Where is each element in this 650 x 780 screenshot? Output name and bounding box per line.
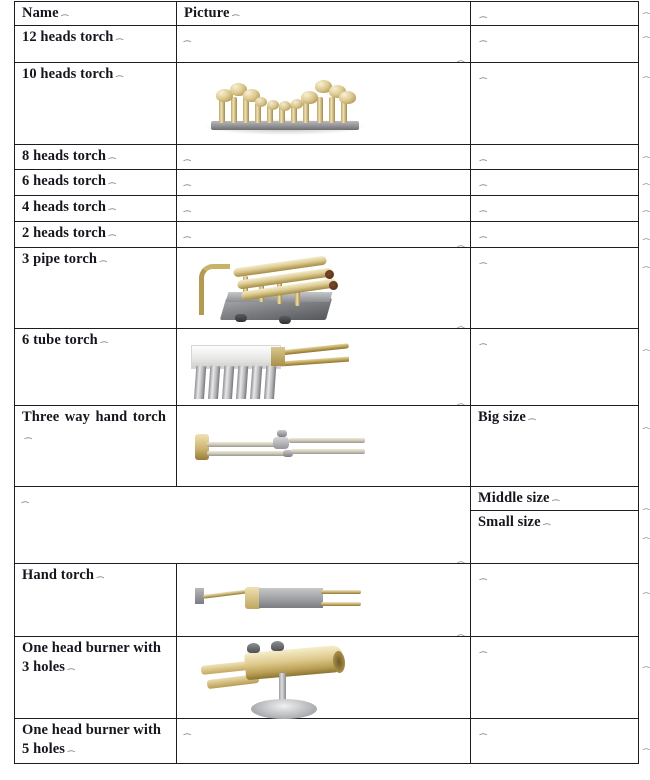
scan-mark-icon: ⁔ bbox=[184, 33, 191, 42]
row-name-cell bbox=[15, 564, 177, 637]
product-name-text bbox=[15, 564, 176, 587]
scan-mark-icon: ⁔ bbox=[480, 9, 487, 18]
spec-text bbox=[471, 406, 638, 429]
spec-placeholder bbox=[471, 26, 638, 40]
header-picture-label: Picture bbox=[184, 5, 230, 21]
scan-mark-icon: ⁔ bbox=[480, 255, 487, 264]
row-picture-cell bbox=[177, 627, 471, 719]
spec-placeholder bbox=[471, 145, 638, 159]
scan-mark-icon: ⁔ bbox=[457, 319, 464, 328]
product-photo-hand-torch bbox=[195, 580, 367, 624]
scan-mark-icon: ⁔ bbox=[643, 259, 650, 268]
scan-mark-icon: ⁔ bbox=[184, 229, 191, 238]
row-spec-cell bbox=[471, 145, 639, 170]
scan-mark-icon: ⁔ bbox=[643, 176, 650, 185]
scan-mark-icon: ⁔ bbox=[643, 203, 650, 212]
product-name-text bbox=[15, 637, 176, 679]
product-name-text bbox=[15, 26, 176, 49]
row-picture-cell bbox=[177, 238, 471, 329]
row-spec-cell bbox=[471, 248, 639, 329]
row-name-cell bbox=[15, 145, 177, 170]
scan-mark-icon: ⁔ bbox=[643, 585, 650, 594]
product-table bbox=[14, 1, 639, 764]
photo-tube bbox=[264, 366, 277, 399]
table-row bbox=[15, 222, 639, 248]
scan-mark-icon: ⁔ bbox=[528, 411, 536, 420]
table-header-row bbox=[15, 2, 639, 26]
photo-head bbox=[267, 100, 279, 110]
scan-mark-icon: ⁔ bbox=[480, 70, 487, 79]
photo-handle bbox=[195, 434, 209, 460]
table-row bbox=[15, 406, 639, 487]
row-spec-cell bbox=[471, 637, 639, 719]
row-name-cell bbox=[15, 248, 177, 329]
photo-foot bbox=[251, 699, 317, 719]
header-cell-name bbox=[15, 2, 177, 26]
table-row bbox=[15, 719, 639, 764]
row-name-cell bbox=[15, 719, 177, 764]
scan-mark-icon: ⁔ bbox=[643, 231, 650, 240]
picture-placeholder bbox=[177, 145, 470, 159]
row-spec-cell bbox=[471, 63, 639, 145]
table-row bbox=[15, 170, 639, 196]
spec-placeholder bbox=[471, 248, 638, 262]
merged-blank-placeholder bbox=[15, 487, 470, 501]
product-name-label: One head burner with 3 holes bbox=[22, 640, 162, 675]
photo-head bbox=[279, 101, 291, 111]
picture-placeholder bbox=[177, 26, 470, 40]
scan-mark-icon: ⁔ bbox=[100, 253, 107, 262]
scan-mark-icon: ⁔ bbox=[552, 492, 560, 501]
photo-connector bbox=[271, 347, 285, 366]
product-name-label: 6 tube torch bbox=[22, 332, 98, 348]
row-picture-cell bbox=[177, 554, 471, 637]
product-name-text bbox=[15, 222, 176, 245]
header-cell-spec bbox=[471, 2, 639, 26]
scan-mark-icon: ⁔ bbox=[643, 420, 650, 429]
photo-foot bbox=[279, 316, 291, 324]
spec-placeholder bbox=[471, 564, 638, 578]
scan-mark-icon: ⁔ bbox=[480, 336, 487, 345]
scan-mark-icon: ⁔ bbox=[457, 627, 464, 636]
scan-mark-icon: ⁔ bbox=[480, 726, 487, 735]
product-name-label: 8 heads torch bbox=[22, 148, 107, 164]
scan-mark-icon: ⁔ bbox=[109, 227, 116, 236]
row-spec-cell bbox=[471, 406, 639, 487]
photo-tube bbox=[208, 366, 221, 399]
row-name-cell bbox=[15, 329, 177, 406]
photo-head bbox=[301, 91, 318, 104]
scan-mark-icon: ⁔ bbox=[61, 7, 69, 16]
product-name-label: Hand torch bbox=[22, 567, 95, 583]
product-photo-6-tube-torch bbox=[191, 339, 349, 399]
photo-rod bbox=[321, 602, 361, 606]
table-row bbox=[15, 487, 639, 511]
spec-text bbox=[471, 487, 638, 510]
table-row bbox=[15, 63, 639, 145]
scan-mark-icon: ⁔ bbox=[457, 238, 464, 247]
product-name-text bbox=[15, 329, 176, 352]
spec-placeholder bbox=[471, 170, 638, 184]
photo-knob bbox=[271, 641, 284, 651]
scan-mark-icon: ⁔ bbox=[184, 152, 191, 161]
picture-placeholder bbox=[177, 719, 470, 733]
scan-mark-icon: ⁔ bbox=[457, 554, 464, 563]
row-picture-cell bbox=[177, 319, 471, 406]
product-name-text bbox=[15, 719, 176, 761]
photo-knob bbox=[247, 643, 260, 653]
header-spec-text bbox=[471, 2, 638, 16]
product-photo-three-way-hand-torch bbox=[195, 422, 367, 470]
photo-tube bbox=[250, 366, 263, 399]
photo-head bbox=[255, 97, 267, 107]
spec-label: Small size bbox=[478, 514, 541, 530]
product-name-label: 10 heads torch bbox=[22, 66, 114, 82]
row-spec-cell bbox=[471, 487, 639, 511]
scan-mark-icon: ⁔ bbox=[184, 726, 191, 735]
scan-mark-icon: ⁔ bbox=[480, 177, 487, 186]
table-row bbox=[15, 248, 639, 329]
header-picture-text bbox=[177, 2, 470, 25]
photo-head bbox=[339, 91, 356, 104]
product-photo-10-heads-torch bbox=[205, 75, 365, 137]
row-spec-cell bbox=[471, 196, 639, 222]
product-name-text bbox=[15, 248, 176, 271]
row-name-cell bbox=[15, 196, 177, 222]
picture-placeholder bbox=[177, 170, 470, 184]
scan-mark-icon: ⁔ bbox=[116, 31, 123, 40]
spec-text bbox=[471, 511, 638, 534]
row-spec-cell bbox=[471, 719, 639, 764]
product-name-text bbox=[15, 63, 176, 86]
scan-mark-icon: ⁔ bbox=[643, 659, 650, 668]
spec-placeholder bbox=[471, 63, 638, 77]
scan-mark-icon: ⁔ bbox=[116, 68, 123, 77]
photo-valve bbox=[273, 437, 289, 449]
row-name-cell bbox=[15, 26, 177, 63]
row-name-cell bbox=[15, 406, 177, 487]
scan-mark-icon: ⁔ bbox=[643, 342, 650, 351]
scan-mark-icon: ⁔ bbox=[480, 33, 487, 42]
scan-mark-icon: ⁔ bbox=[480, 203, 487, 212]
product-name-text bbox=[15, 145, 176, 168]
scan-mark-icon: ⁔ bbox=[457, 53, 464, 62]
row-name-cell bbox=[15, 637, 177, 719]
scan-mark-icon: ⁔ bbox=[643, 149, 650, 158]
photo-body bbox=[259, 588, 323, 608]
scan-mark-icon: ⁔ bbox=[543, 516, 551, 525]
scan-mark-icon: ⁔ bbox=[643, 29, 650, 38]
product-name-label: 2 heads torch bbox=[22, 225, 107, 241]
row-picture-cell bbox=[177, 170, 471, 196]
photo-hose bbox=[277, 343, 349, 355]
scan-mark-icon: ⁔ bbox=[480, 571, 487, 580]
row-picture-cell bbox=[177, 53, 471, 145]
picture-placeholder bbox=[177, 196, 470, 210]
photo-leg bbox=[231, 97, 237, 123]
row-picture-cell bbox=[177, 145, 471, 170]
table-row bbox=[15, 329, 639, 406]
photo-shaft bbox=[289, 438, 365, 443]
spec-placeholder bbox=[471, 222, 638, 236]
table-row bbox=[15, 637, 639, 719]
header-name-label: Name bbox=[22, 5, 59, 21]
spec-placeholder bbox=[471, 637, 638, 651]
scan-mark-icon: ⁔ bbox=[22, 494, 29, 503]
photo-tube bbox=[222, 366, 235, 399]
product-name-text bbox=[15, 170, 176, 193]
scan-mark-icon: ⁔ bbox=[109, 150, 116, 159]
spec-placeholder bbox=[471, 329, 638, 343]
scan-mark-icon: ⁔ bbox=[480, 644, 487, 653]
photo-leg bbox=[303, 101, 309, 123]
scan-mark-icon: ⁔ bbox=[68, 743, 75, 752]
photo-knob bbox=[277, 430, 287, 437]
header-cell-picture bbox=[177, 2, 471, 26]
row-picture-cell bbox=[177, 222, 471, 248]
scan-mark-icon: ⁔ bbox=[480, 229, 487, 238]
spec-placeholder bbox=[471, 196, 638, 210]
spec-label: Middle size bbox=[478, 490, 550, 506]
scan-mark-icon: ⁔ bbox=[643, 5, 650, 14]
row-name-cell bbox=[15, 170, 177, 196]
scan-mark-icon: ⁔ bbox=[184, 203, 191, 212]
product-name-label: 3 pipe torch bbox=[22, 251, 98, 267]
row-name-cell bbox=[15, 63, 177, 145]
scan-mark-icon: ⁔ bbox=[68, 661, 75, 670]
scan-mark-icon: ⁔ bbox=[25, 430, 32, 439]
photo-hose bbox=[279, 356, 349, 366]
scan-mark-icon: ⁔ bbox=[109, 201, 116, 210]
photo-leg bbox=[329, 97, 335, 123]
row-spec-cell bbox=[471, 222, 639, 248]
picture-placeholder bbox=[177, 222, 470, 236]
photo-tube bbox=[236, 366, 249, 399]
photo-tip bbox=[328, 280, 338, 290]
product-name-label: 4 heads torch bbox=[22, 199, 107, 215]
row-spec-cell bbox=[471, 564, 639, 637]
row-merged-blank-cell bbox=[15, 487, 471, 564]
scan-mark-icon: ⁔ bbox=[643, 69, 650, 78]
scan-mark-icon: ⁔ bbox=[100, 334, 108, 343]
table-row bbox=[15, 26, 639, 63]
scan-mark-icon: ⁔ bbox=[643, 741, 650, 750]
row-picture-cell bbox=[177, 396, 471, 487]
photo-foot bbox=[235, 314, 247, 322]
photo-tube bbox=[194, 366, 207, 399]
photo-leg bbox=[317, 97, 323, 123]
scan-mark-icon: ⁔ bbox=[457, 396, 464, 405]
table-row bbox=[15, 145, 639, 170]
scan-mark-icon: ⁔ bbox=[97, 569, 104, 578]
product-name-label: 6 heads torch bbox=[22, 173, 107, 189]
scan-mark-icon: ⁔ bbox=[109, 175, 116, 184]
header-name-text bbox=[15, 2, 176, 25]
photo-shaft bbox=[291, 449, 365, 454]
table-row bbox=[15, 564, 639, 637]
photo-rod bbox=[321, 590, 361, 594]
product-name-text bbox=[15, 196, 176, 219]
row-spec-cell bbox=[471, 329, 639, 406]
row-name-cell bbox=[15, 222, 177, 248]
product-name-label: Three way hand torch bbox=[22, 409, 166, 425]
photo-shaft bbox=[207, 442, 277, 447]
row-spec-cell bbox=[471, 511, 639, 564]
row-picture-cell bbox=[177, 719, 471, 764]
scan-mark-icon: ⁔ bbox=[643, 530, 650, 539]
product-name-text bbox=[15, 406, 176, 448]
scan-mark-icon: ⁔ bbox=[643, 501, 650, 510]
row-spec-cell bbox=[471, 170, 639, 196]
spec-placeholder bbox=[471, 719, 638, 733]
product-name-label: One head burner with 5 holes bbox=[22, 722, 162, 757]
scan-mark-icon: ⁔ bbox=[184, 177, 191, 186]
spec-label: Big size bbox=[478, 409, 526, 425]
scan-mark-icon: ⁔ bbox=[480, 152, 487, 161]
row-picture-cell bbox=[177, 26, 471, 63]
scan-mark-icon: ⁔ bbox=[232, 7, 239, 16]
row-picture-cell bbox=[177, 196, 471, 222]
table-row bbox=[15, 196, 639, 222]
product-name-label: 12 heads torch bbox=[22, 29, 114, 45]
product-photo-one-head-burner-3-holes bbox=[195, 641, 367, 719]
row-spec-cell bbox=[471, 26, 639, 63]
product-photo-3-pipe-torch bbox=[197, 254, 347, 326]
photo-shaft bbox=[207, 451, 289, 456]
photo-rod bbox=[203, 589, 249, 599]
